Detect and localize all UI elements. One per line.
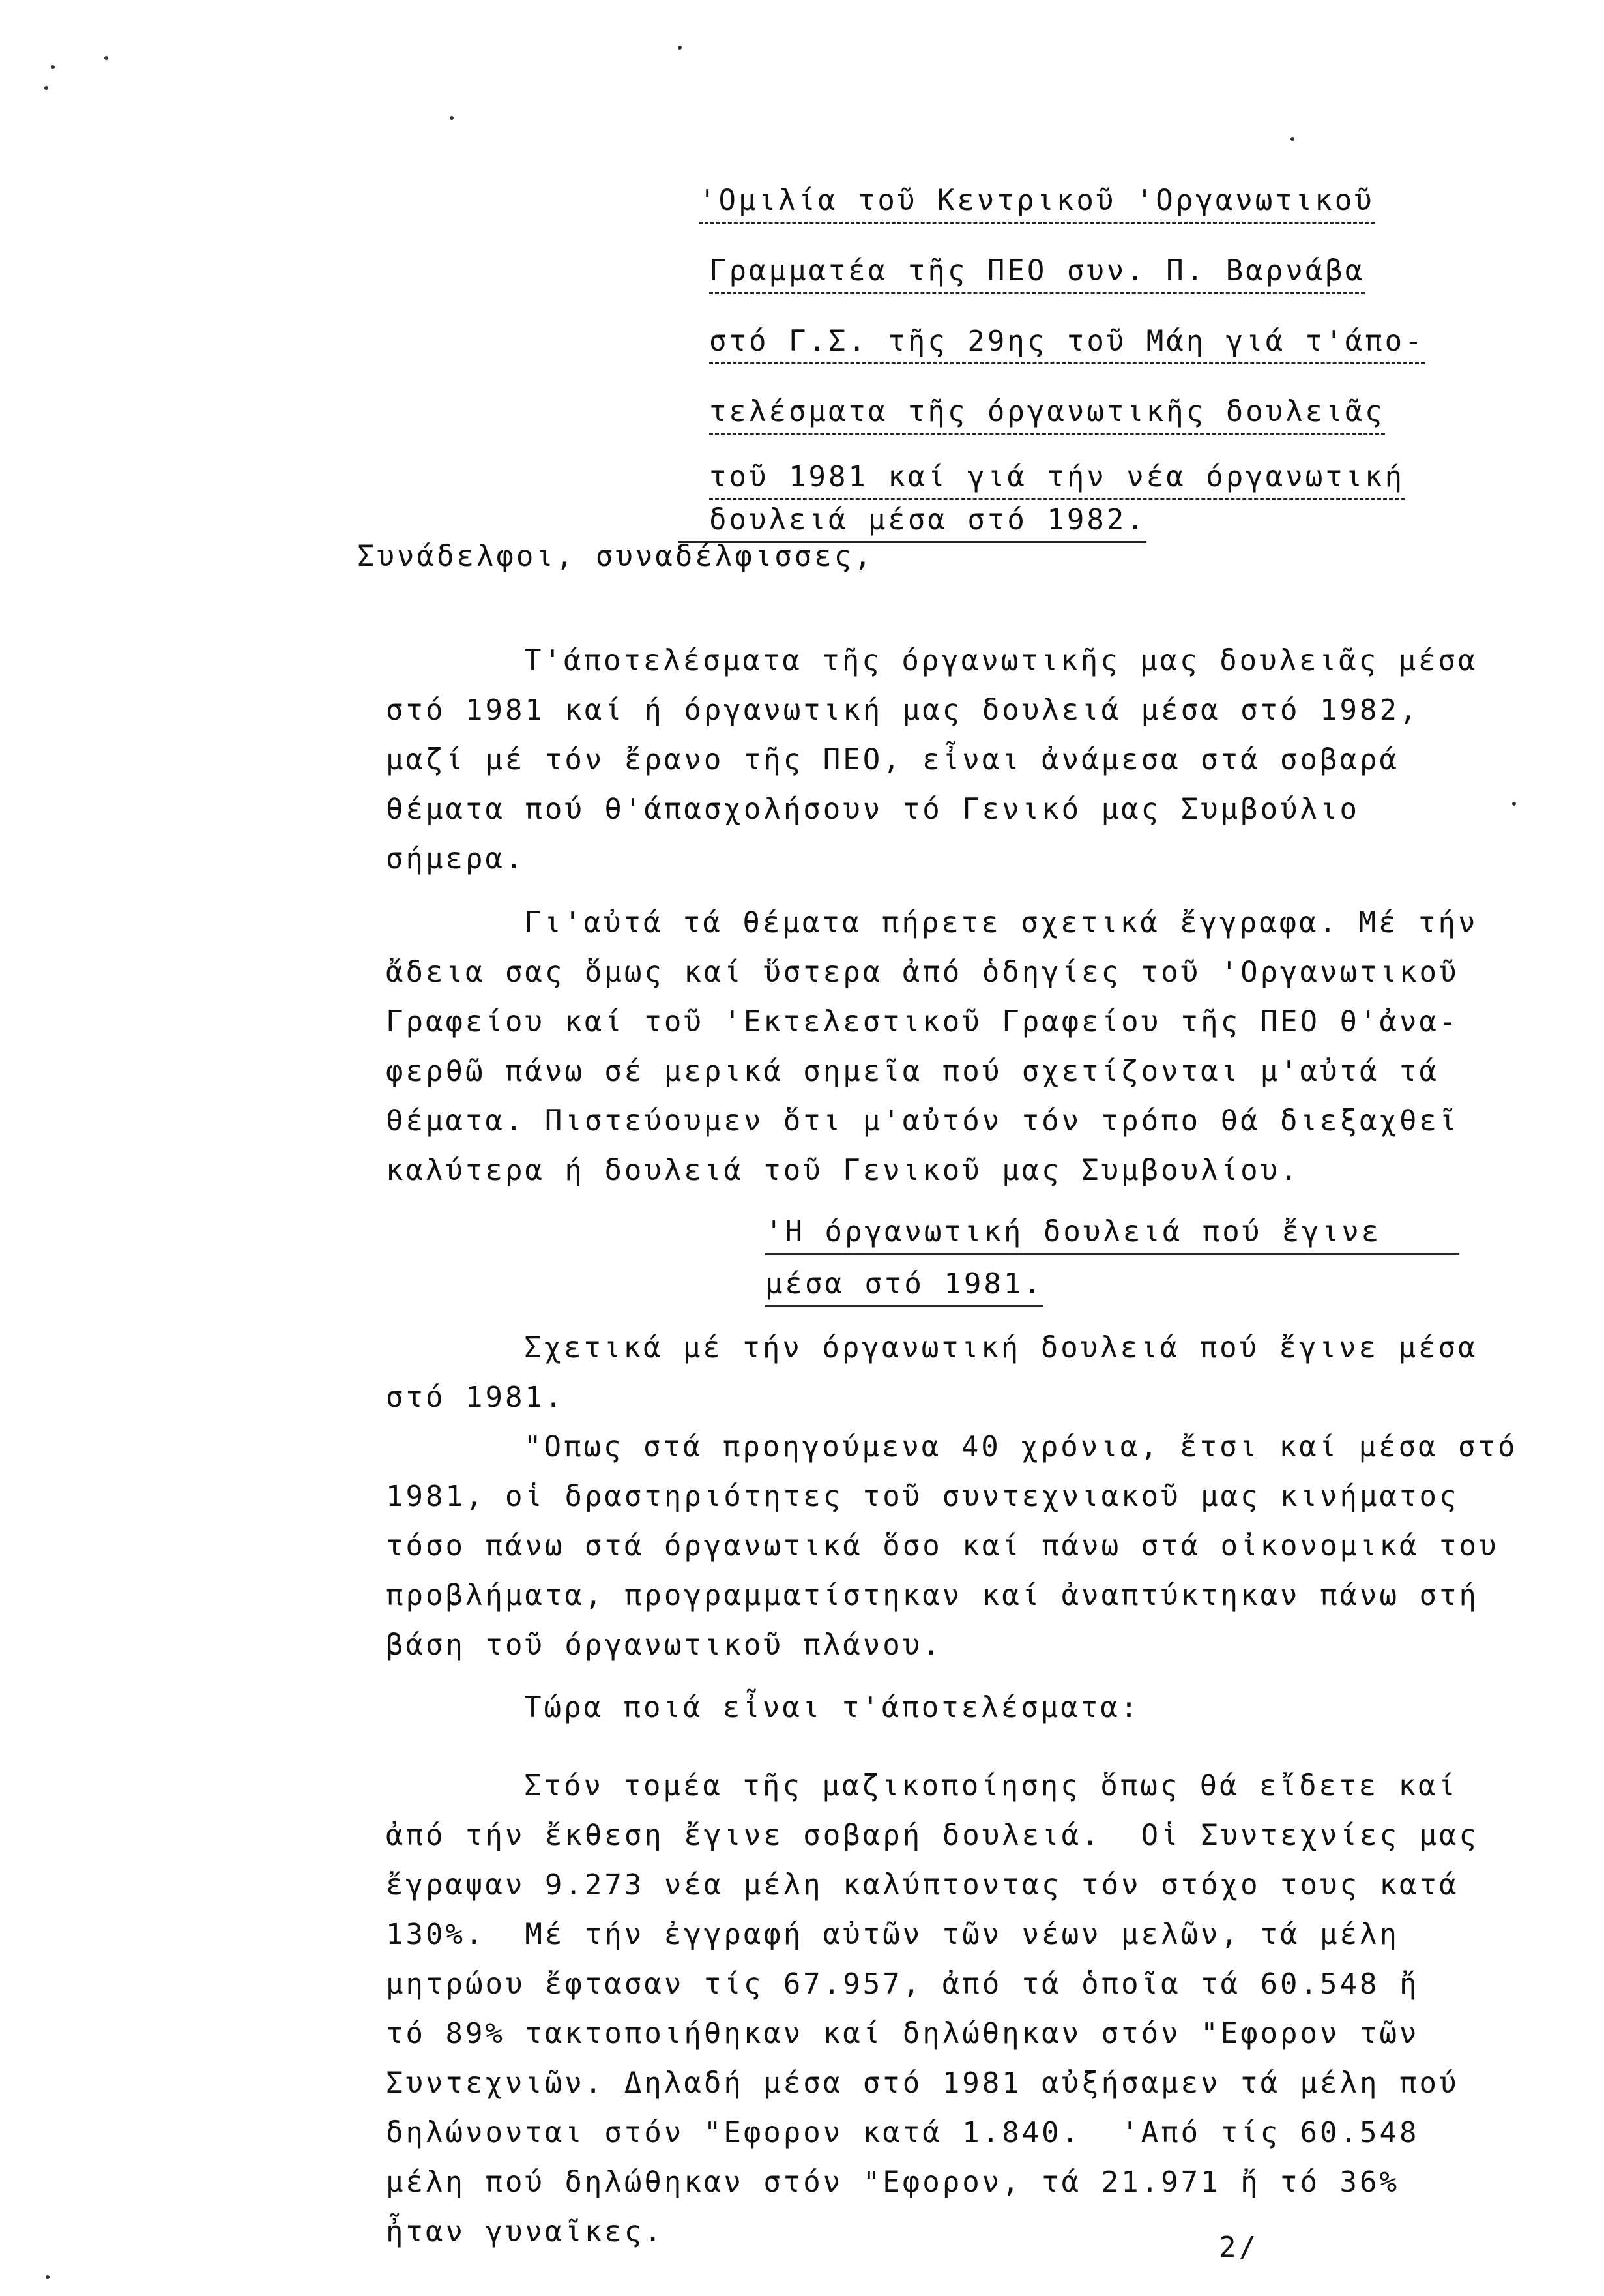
scan-speck [46,2275,50,2279]
text-line: Τ'άποτελέσματα τῆς όργανωτικῆς μας δουλειᾶς μέσα [524,644,1478,677]
text-line: δηλώνονται στόν "Εφορον κατά 1.840. 'Από τίς 60.548 [386,2116,1420,2149]
text-line: Τώρα ποιά εἶναι τ'άποτελέσματα: [524,1691,1141,1724]
text-line: τό 89% τακτοποιήθηκαν καί δηλώθηκαν στόν "Εφορον τῶν [386,2017,1420,2050]
scan-speck [44,86,48,90]
text-line: στό 1981. [386,1381,565,1414]
text-line: 130%. Μέ τήν ἐγγραφή αὐτῶν τῶν νέων μελῶν, τά μέλη [386,1918,1400,1951]
scan-speck [450,116,454,120]
text-line: ἄδεια σας ὅμως καί ὕστερα ἀπό ὁδηγίες τοῦ 'Οργανωτικοῦ [386,956,1459,989]
scan-speck [678,46,682,50]
text-line: προβλήματα, προγραμματίστηκαν καί ἀναπτύκτηκαν πάνω στή [386,1579,1479,1612]
title-line: δουλειά μέσα στό 1982. [678,502,1146,543]
text-line: "Οπως στά προηγούμενα 40 χρόνια, ἔτσι καί μέσα στό [524,1430,1518,1464]
scan-speck [1290,137,1294,141]
title-line: Γραμματέα τῆς ΠΕΟ συν. Π. Βαρνάβα [709,253,1365,294]
scan-speck [104,56,108,60]
text-line: Συντεχνιῶν. Δηλαδή μέσα στό 1981 αὐξήσαμεν τά μέλη πού [386,2067,1459,2100]
title-line: τελέσματα τῆς όργανωτικῆς δουλειᾶς [709,394,1385,435]
text-line: Στόν τομέα τῆς μαζικοποίησης ὅπως θά εἴδετε καί [524,1769,1459,1803]
heading-line: 'Η όργανωτική δουλειά πού ἔγινε [765,1214,1459,1255]
text-line: Γραφείου καί τοῦ 'Εκτελεστικοῦ Γραφείου τῆς ΠΕΟ θ'ἀνα- [386,1005,1459,1038]
text-line: θέματα. Πιστεύουμεν ὅτι μ'αὐτόν τόν τρόπο θά διεξαχθεῖ [386,1104,1459,1138]
text-line: μαζί μέ τόν ἔρανο τῆς ΠΕΟ, εἶναι ἀνάμεσα στά σοβαρά [386,743,1400,776]
text-line: μητρώου ἔφτασαν τίς 67.957, ἀπό τά ὁποῖα τά 60.548 ἤ [386,1967,1420,2001]
text-line: μέλη πού δηλώθηκαν στόν "Εφορον, τά 21.971 ἤ τό 36% [386,2166,1400,2199]
text-line: καλύτερα ή δουλειά τοῦ Γενικοῦ μας Συμβουλίου. [386,1154,1300,1187]
text-line: βάση τοῦ όργανωτικοῦ πλάνου. [386,1628,942,1662]
heading-line: μέσα στό 1981. [765,1266,1043,1307]
text-line: ἀπό τήν ἔκθεση ἔγινε σοβαρή δουλειά. Οἱ Συντεχνίες μας [386,1819,1479,1852]
text-line: φερθῶ πάνω σέ μερικά σημεῖα πού σχετίζονται μ'αὐτά τά [386,1055,1439,1088]
scan-speck [51,65,55,69]
text-line: ἦταν γυναῖκες. [386,2215,664,2248]
title-line: στό Γ.Σ. τῆς 29ης τοῦ Μάη γιά τ'άπο- [709,323,1425,364]
scan-speck [1512,802,1516,806]
salutation: Συνάδελφοι, συναδέλφισσες, [357,540,874,573]
text-line: τόσο πάνω στά όργανωτικά ὅσο καί πάνω στά οἰκονομικά του [386,1529,1499,1563]
text-line: στό 1981 καί ή όργανωτική μας δουλειά μέσα στό 1982, [386,694,1420,727]
text-line: θέματα πού θ'άπασχολήσουν τό Γενικό μας Συμβούλιο [386,793,1360,826]
page-number: 2/ [1219,2231,1259,2264]
text-line: ἔγραψαν 9.273 νέα μέλη καλύπτοντας τόν στόχο τους κατά [386,1868,1459,1902]
text-line: 1981, οἱ δραστηριότητες τοῦ συντεχνιακοῦ μας κινήματος [386,1480,1459,1513]
text-line: Γι'αὐτά τά θέματα πήρετε σχετικά ἔγγραφα. Μέ τήν [524,906,1478,939]
text-line: σήμερα. [386,842,525,876]
text-line: Σχετικά μέ τήν όργανωτική δουλειά πού ἔγινε μέσα [524,1331,1478,1364]
title-line: 'Ομιλία τοῦ Κεντρικοῦ 'Οργανωτικοῦ [699,183,1375,224]
title-line: τοῦ 1981 καί γιά τήν νέα όργανωτική [709,459,1405,500]
